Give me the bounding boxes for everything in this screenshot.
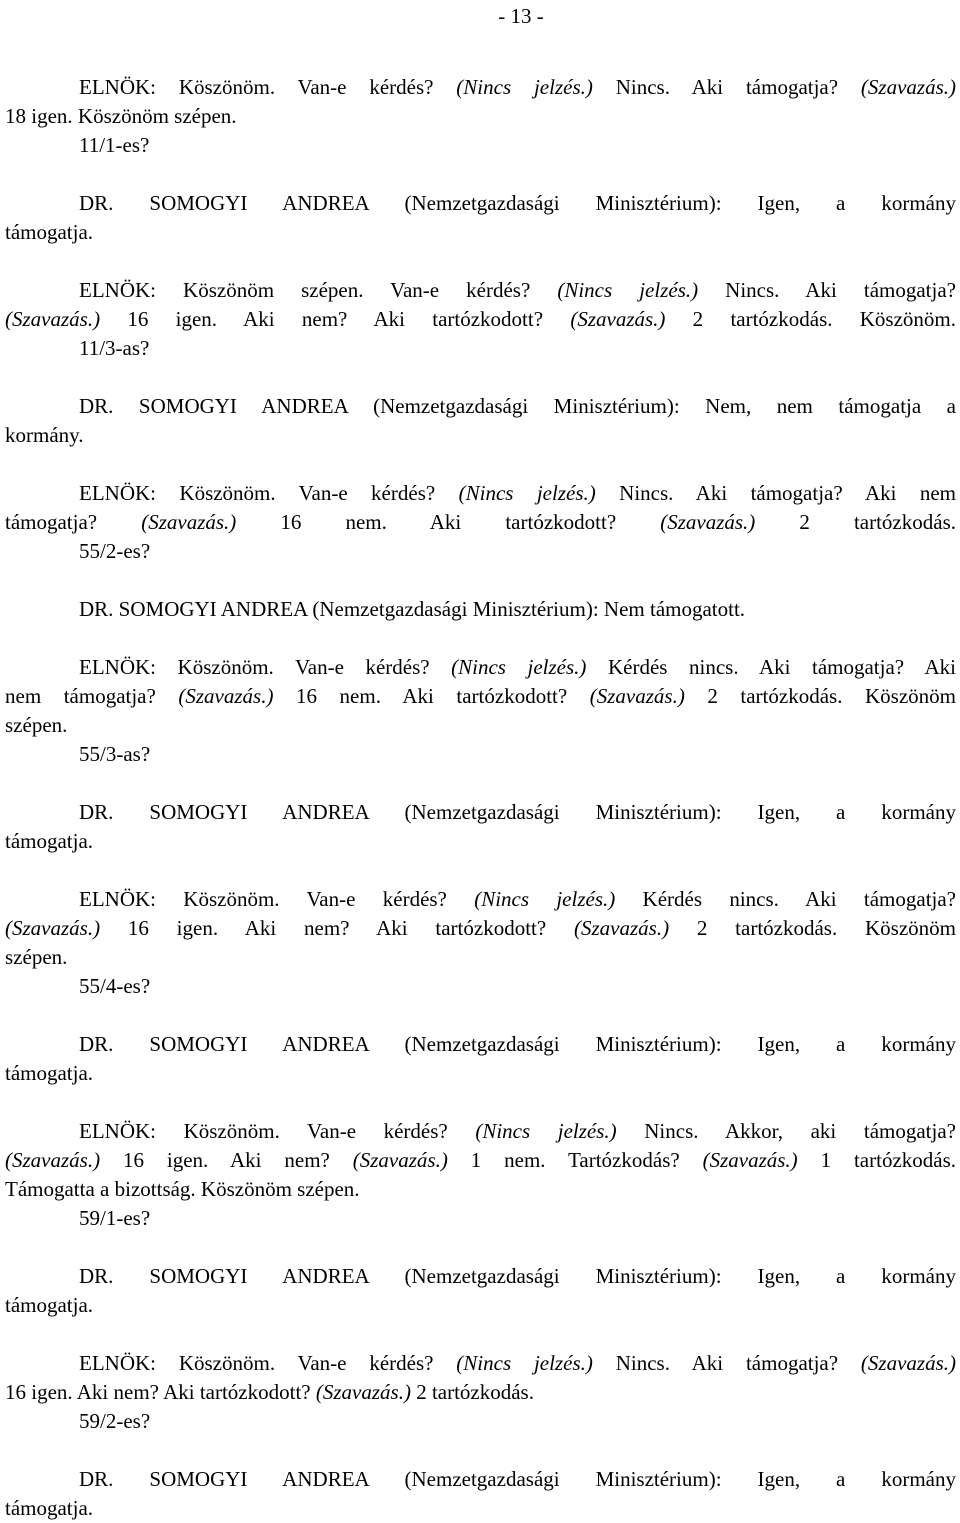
stage-direction: (Szavazás.) (589, 684, 685, 708)
speech-text: 59/2-es? (79, 1409, 151, 1433)
stage-direction: (Nincs jelzés.) (451, 655, 587, 679)
text-line (79, 1117, 956, 1146)
speech-text: kormány. (5, 423, 84, 447)
speech-text: 16 igen. Aki nem? (100, 1148, 353, 1172)
text-line (79, 73, 956, 102)
page-number: - 13 - (498, 4, 544, 28)
text-line (5, 1175, 956, 1204)
text-line (5, 914, 956, 943)
text-line (5, 711, 956, 740)
text-line (5, 1378, 956, 1407)
text-line (5, 1146, 956, 1175)
text-line (5, 1059, 956, 1088)
stage-direction: (Szavazás.) (5, 916, 101, 940)
speech-text: támogatja. (5, 1496, 94, 1520)
speech-text: 55/3-as? (79, 742, 151, 766)
speech-text: ELNÖK: Köszönöm. Van-e kérdés? (79, 75, 457, 99)
text-line (79, 1407, 956, 1436)
stage-direction: (Nincs jelzés.) (456, 1351, 593, 1375)
text-line (5, 218, 956, 247)
speech-text: 1 tartózkodás. (797, 1148, 957, 1172)
speech-text: 18 igen. Köszönöm szépen. (5, 104, 237, 128)
stage-direction: (Szavazás.) (5, 307, 101, 331)
text-line (5, 682, 956, 711)
text-line (5, 508, 956, 537)
speech-text: DR. SOMOGYI ANDREA (Nemzetgazdasági Minisztérium): Igen, a kormány (79, 1264, 956, 1288)
speech-text: 16 igen. Aki nem? Aki tartózkodott? (100, 916, 574, 940)
text-line (79, 798, 956, 827)
speech-text: 2 tartózkodás. (755, 510, 956, 534)
stage-direction: (Szavazás.) (660, 510, 756, 534)
text-line (79, 885, 956, 914)
speech-text: ELNÖK: Köszönöm. Van-e kérdés? (79, 655, 452, 679)
text-line (79, 1204, 956, 1233)
speech-text: 55/4-es? (79, 974, 151, 998)
text-line (79, 1262, 956, 1291)
stage-direction: (Nincs jelzés.) (458, 481, 596, 505)
stage-direction: (Nincs jelzés.) (557, 278, 699, 302)
speech-text: DR. SOMOGYI ANDREA (Nemzetgazdasági Minisztérium): Igen, a kormány (79, 191, 956, 215)
text-line (5, 1494, 956, 1523)
text-line (79, 1465, 956, 1494)
text-line (79, 334, 956, 363)
stage-direction: (Szavazás.) (570, 307, 666, 331)
speech-text: támogatja. (5, 220, 94, 244)
speech-text: ELNÖK: Köszönöm. Van-e kérdés? (79, 887, 475, 911)
text-line (5, 421, 956, 450)
text-line (79, 1349, 956, 1378)
speech-text: 16 nem. Aki tartózkodott? (273, 684, 590, 708)
speech-text: nem támogatja? (5, 684, 179, 708)
speech-text: 16 igen. Aki nem? Aki tartózkodott? (5, 1380, 316, 1404)
speech-text: támogatja. (5, 1061, 94, 1085)
speech-text: DR. SOMOGYI ANDREA (Nemzetgazdasági Minisztérium): Igen, a kormány (79, 800, 956, 824)
speech-text: DR. SOMOGYI ANDREA (Nemzetgazdasági Minisztérium): Nem, nem támogatja a (79, 394, 956, 418)
text-line (79, 276, 956, 305)
speech-text: 11/3-as? (79, 336, 150, 360)
stage-direction: (Szavazás.) (5, 1148, 101, 1172)
speech-text: Nincs. Aki támogatja? (592, 1351, 861, 1375)
text-line (5, 943, 956, 972)
stage-direction: (Nincs jelzés.) (475, 1119, 617, 1143)
text-line (5, 827, 956, 856)
text-line (5, 102, 956, 131)
text-line (79, 479, 956, 508)
stage-direction: (Szavazás.) (352, 1148, 448, 1172)
stage-direction: (Szavazás.) (860, 75, 956, 99)
speech-text: Nincs. Aki támogatja? Aki nem (595, 481, 957, 505)
speech-text: DR. SOMOGYI ANDREA (Nemzetgazdasági Minisztérium): Nem támogatott. (79, 597, 746, 621)
speech-text: Nincs. Akkor, aki támogatja? (616, 1119, 956, 1143)
speech-text: Nincs. Aki támogatja? (592, 75, 861, 99)
stage-direction: (Szavazás.) (702, 1148, 798, 1172)
stage-direction: (Szavazás.) (860, 1351, 956, 1375)
text-line (79, 392, 956, 421)
speech-text: 16 nem. Aki tartózkodott? (236, 510, 661, 534)
speech-text: 2 tartózkodás. (410, 1380, 534, 1404)
speech-text: ELNÖK: Köszönöm szépen. Van-e kérdés? (79, 278, 558, 302)
speech-text: 59/1-es? (79, 1206, 151, 1230)
speech-text: Támogatta a bizottság. Köszönöm szépen. (5, 1177, 360, 1201)
text-line (79, 972, 956, 1001)
speech-text: 2 tartózkodás. Köszönöm (684, 684, 956, 708)
text-line (79, 537, 956, 566)
speech-text: Kérdés nincs. Aki támogatja? (615, 887, 957, 911)
stage-direction: (Nincs jelzés.) (474, 887, 616, 911)
speech-text: szépen. (5, 945, 68, 969)
speech-text: 2 tartózkodás. Köszönöm. (665, 307, 957, 331)
speech-text: támogatja? (5, 510, 142, 534)
text-line (79, 189, 956, 218)
speech-text: DR. SOMOGYI ANDREA (Nemzetgazdasági Minisztérium): Igen, a kormány (79, 1032, 956, 1056)
stage-direction: (Szavazás.) (574, 916, 670, 940)
text-line (5, 1291, 956, 1320)
text-line (79, 740, 956, 769)
speech-text: Nincs. Aki támogatja? (698, 278, 956, 302)
text-line (79, 131, 956, 160)
speech-text: DR. SOMOGYI ANDREA (Nemzetgazdasági Minisztérium): Igen, a kormány (79, 1467, 956, 1491)
speech-text: ELNÖK: Köszönöm. Van-e kérdés? (79, 1119, 476, 1143)
text-line (79, 653, 956, 682)
speech-text: 1 nem. Tartózkodás? (447, 1148, 703, 1172)
stage-direction: (Szavazás.) (141, 510, 237, 534)
speech-text: szépen. (5, 713, 68, 737)
speech-text: 16 igen. Aki nem? Aki tartózkodott? (100, 307, 571, 331)
text-line (5, 305, 956, 334)
speech-text: 11/1-es? (79, 133, 150, 157)
speech-text: támogatja. (5, 829, 94, 853)
stage-direction: (Szavazás.) (178, 684, 274, 708)
speech-text: ELNÖK: Köszönöm. Van-e kérdés? (79, 481, 459, 505)
stage-direction: (Nincs jelzés.) (456, 75, 593, 99)
speech-text: ELNÖK: Köszönöm. Van-e kérdés? (79, 1351, 457, 1375)
speech-text: támogatja. (5, 1293, 94, 1317)
speech-text: 55/2-es? (79, 539, 151, 563)
stage-direction: (Szavazás.) (315, 1380, 411, 1404)
text-line (79, 1030, 956, 1059)
speech-text: Kérdés nincs. Aki támogatja? Aki (586, 655, 957, 679)
text-line (79, 595, 956, 624)
speech-text: 2 tartózkodás. Köszönöm (669, 916, 956, 940)
